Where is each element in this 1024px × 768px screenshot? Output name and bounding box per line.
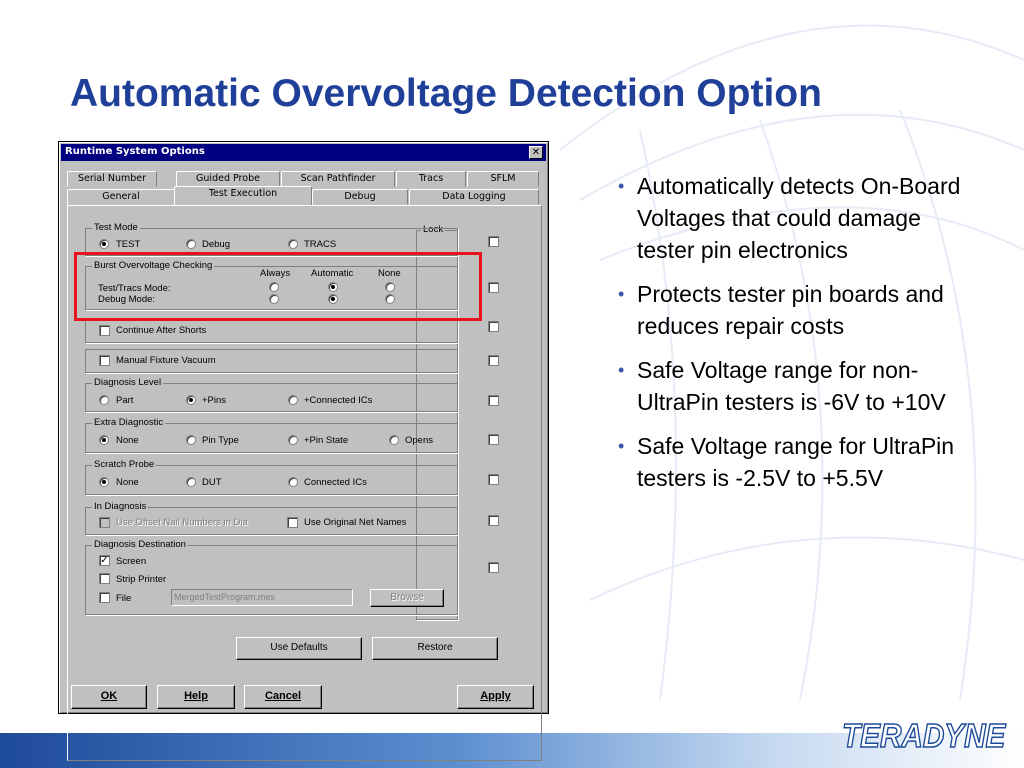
diagnosis-level-label: Diagnosis Level (94, 377, 162, 388)
test-mode-test-label: TEST (116, 239, 141, 250)
diagnosis-destination-label: Diagnosis Destination (94, 539, 186, 550)
burst-col-none: None (378, 268, 401, 279)
diagnosis-level-connected-ics-label: +Connected ICs (304, 395, 373, 406)
use-original-net-names-checkbox[interactable] (287, 517, 298, 528)
scratch-probe-group (85, 459, 458, 495)
burst-debug-label: Debug Mode: (98, 294, 156, 305)
lock-burst-checkbox[interactable] (488, 282, 499, 293)
tab-sflm[interactable]: SFLM (467, 171, 539, 187)
destination-file-checkbox[interactable] (99, 592, 110, 603)
test-mode-test-radio[interactable] (99, 239, 109, 249)
destination-strip-printer-checkbox[interactable] (99, 573, 110, 584)
destination-screen-checkbox[interactable]: ✓ (100, 555, 109, 566)
test-mode-tracs-radio[interactable] (288, 239, 298, 249)
scratch-probe-dut-radio[interactable] (186, 477, 196, 487)
ok-button[interactable]: OK (71, 685, 147, 709)
diagnosis-level-connected-ics-radio[interactable] (288, 395, 298, 405)
scratch-probe-none-radio[interactable] (99, 477, 109, 487)
bullet-item: • Safe Voltage range for non-UltraPin testers is -6V to +10V (618, 357, 946, 415)
extra-diagnostic-pin-state-radio[interactable] (288, 435, 298, 445)
lock-label: Lock (423, 224, 444, 235)
lock-vacuum-checkbox[interactable] (488, 355, 499, 366)
destination-file-input[interactable]: MergedTestProgram.mes (171, 589, 353, 606)
lock-diagnosis-level-checkbox[interactable] (488, 395, 499, 406)
continue-after-shorts-label: Continue After Shorts (116, 325, 207, 336)
cancel-button[interactable]: Cancel (244, 685, 322, 709)
burst-col-automatic: Automatic (311, 268, 354, 279)
in-diagnosis-label: In Diagnosis (94, 501, 147, 512)
burst-overvoltage-label: Burst Overvoltage Checking (94, 260, 213, 271)
tab-test-execution[interactable]: Test Execution (174, 186, 312, 205)
extra-diagnostic-group (85, 417, 458, 453)
extra-diagnostic-pin-state-label: +Pin State (304, 435, 349, 446)
use-defaults-button[interactable]: Use Defaults (236, 637, 362, 660)
use-original-net-names-label: Use Original Net Names (304, 517, 407, 528)
tab-scan-pathfinder[interactable]: Scan Pathfinder (281, 171, 395, 187)
tab-data-logging[interactable]: Data Logging (409, 189, 539, 205)
use-offset-nail-numbers-label: Use Offset Nail Numbers in Dia (116, 517, 248, 528)
restore-button[interactable]: Restore (372, 637, 498, 660)
diagnosis-level-pins-radio[interactable] (186, 395, 196, 405)
burst-test-tracs-label: Test/Tracs Mode: (98, 283, 171, 294)
tab-general[interactable]: General (67, 189, 175, 205)
lock-scratch-probe-checkbox[interactable] (488, 474, 499, 485)
bullet-list (615, 170, 975, 506)
extra-diagnostic-pin-type-label: Pin Type (202, 435, 239, 446)
extra-diagnostic-none-label: None (116, 435, 139, 446)
test-mode-debug-label: Debug (202, 239, 230, 250)
diagnosis-level-group (85, 377, 458, 412)
scratch-probe-connected-ics-radio[interactable] (288, 477, 298, 487)
dialog-titlebar[interactable] (61, 144, 546, 161)
diagnosis-level-pins-label: +Pins (202, 395, 227, 406)
extra-diagnostic-label: Extra Diagnostic (94, 417, 164, 428)
scratch-probe-dut-label: DUT (202, 477, 222, 488)
lock-test-mode-checkbox[interactable] (488, 236, 499, 247)
destination-file-label: File (116, 593, 132, 604)
lock-in-diagnosis-checkbox[interactable] (488, 515, 499, 526)
extra-diagnostic-pin-type-radio[interactable] (186, 435, 196, 445)
burst-highlight-box (74, 252, 482, 321)
burst-col-always: Always (260, 268, 291, 279)
lock-destination-checkbox[interactable] (488, 562, 499, 573)
lock-continue-checkbox[interactable] (488, 321, 499, 332)
diagnosis-level-part-radio[interactable] (99, 395, 109, 405)
extra-diagnostic-opens-label: Opens (405, 435, 433, 446)
tab-serial-number[interactable]: Serial Number (67, 171, 157, 187)
lock-extra-diagnostic-checkbox[interactable] (488, 434, 499, 445)
scratch-probe-none-label: None (116, 477, 139, 488)
dialog-title: Runtime System Options (65, 146, 205, 157)
slide-title: Automatic Overvoltage Detection Option (70, 72, 822, 115)
bullet-item: • Protects tester pin boards and reduces repair costs (618, 281, 944, 339)
destination-strip-printer-label: Strip Printer (116, 574, 167, 585)
help-button[interactable]: Help (157, 685, 235, 709)
diagnosis-level-part-label: Part (116, 395, 134, 406)
bullet-item: • Safe Voltage range for UltraPin testers is -2.5V to +5.5V (618, 433, 955, 491)
teradyne-logo: TERADYNE (842, 717, 1006, 754)
test-mode-label: Test Mode (94, 222, 138, 233)
use-offset-nail-numbers-checkbox[interactable] (99, 517, 110, 528)
tab-debug[interactable]: Debug (312, 189, 408, 205)
test-mode-debug-radio[interactable] (186, 239, 196, 249)
continue-after-shorts-checkbox[interactable] (99, 325, 110, 336)
test-mode-tracs-label: TRACS (304, 239, 337, 250)
apply-button[interactable]: Apply (457, 685, 534, 709)
extra-diagnostic-opens-radio[interactable] (389, 435, 399, 445)
scratch-probe-label: Scratch Probe (94, 459, 155, 470)
manual-fixture-vacuum-checkbox[interactable] (99, 355, 110, 366)
tab-tracs[interactable]: Tracs (396, 171, 466, 187)
bullet-item: • Automatically detects On-Board Voltages that could damage tester pin electronics (618, 173, 961, 263)
scratch-probe-connected-ics-label: Connected ICs (304, 477, 367, 488)
close-icon[interactable]: ✕ (529, 146, 543, 159)
extra-diagnostic-none-radio[interactable] (99, 435, 109, 445)
browse-button[interactable]: Browse (370, 589, 444, 607)
manual-fixture-vacuum-label: Manual Fixture Vacuum (116, 355, 216, 366)
destination-screen-label: Screen (116, 556, 147, 567)
tab-guided-probe[interactable]: Guided Probe (176, 171, 280, 187)
